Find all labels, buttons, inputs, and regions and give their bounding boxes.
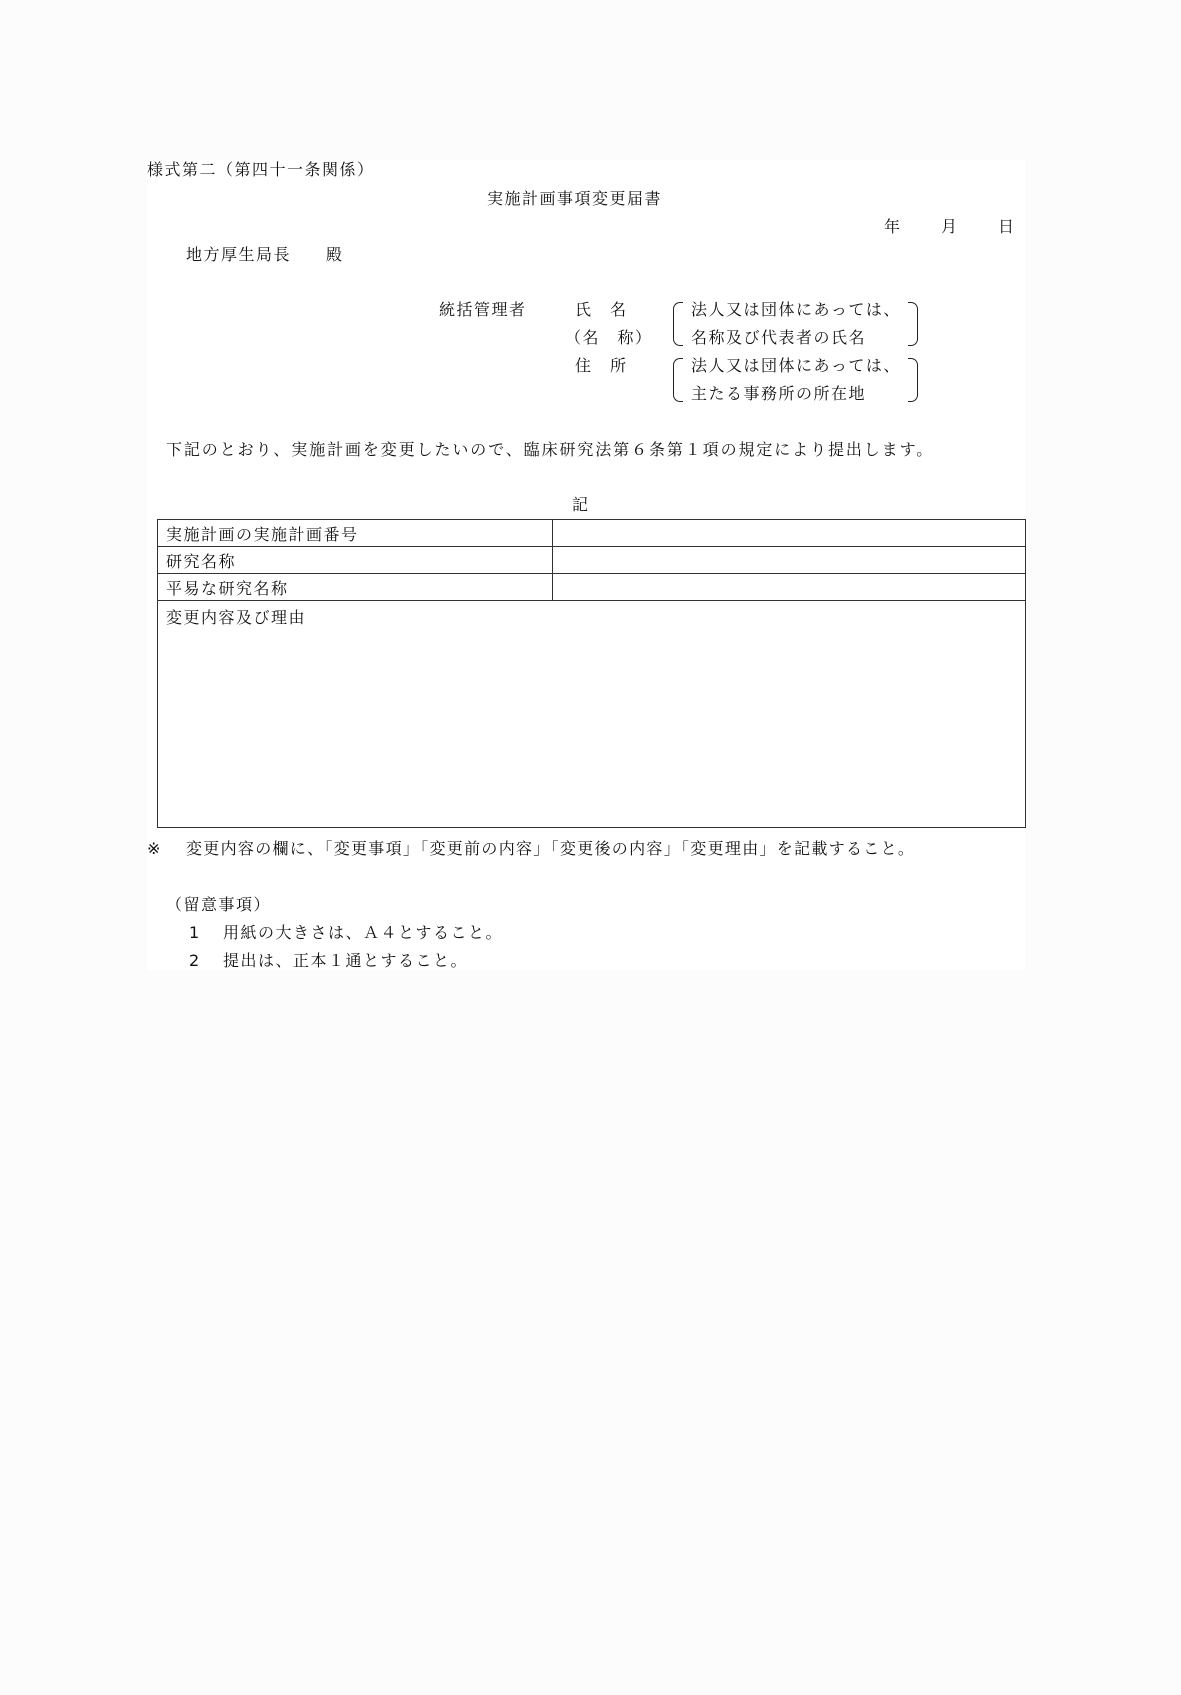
name-note-line-1: 法人又は団体にあっては、 <box>691 300 901 319</box>
name-label: 氏 名 <box>575 300 628 319</box>
row-value[interactable] <box>553 520 1026 547</box>
statement: 下記のとおり、実施計画を変更したいので、臨床研究法第６条第１項の規定により提出します。 <box>166 440 935 459</box>
name-label-alt: （名 称） <box>565 328 653 347</box>
asterisk-note: 変更内容の欄に、「変更事項」「変更前の内容」「変更後の内容」「変更理由」を記載すること。 <box>186 839 916 858</box>
note-text: 提出は、正本１通とすること。 <box>223 951 469 970</box>
name-note-line-2: 名称及び代表者の氏名 <box>691 328 867 347</box>
change-details-label: 変更内容及び理由 <box>166 608 307 627</box>
table-row <box>158 547 1026 574</box>
row-label: 実施計画の実施計画番号 <box>158 520 553 547</box>
table-row <box>158 574 1026 601</box>
change-details-cell[interactable] <box>158 601 1026 828</box>
address-label: 住 所 <box>575 356 628 375</box>
note-number: 1 <box>189 923 201 942</box>
row-value[interactable] <box>553 574 1026 601</box>
table-row <box>158 520 1026 547</box>
left-brace-icon <box>673 302 683 346</box>
address-note-line-1: 法人又は団体にあっては、 <box>691 356 901 375</box>
left-brace-icon <box>673 358 683 402</box>
notes-heading: （留意事項） <box>166 895 272 914</box>
note-number: 2 <box>189 951 201 970</box>
table-row <box>158 601 1026 828</box>
form-number: 様式第二（第四十一条関係） <box>147 160 375 179</box>
addressee: 地方厚生局長 殿 <box>186 245 344 264</box>
row-label: 研究名称 <box>158 547 553 574</box>
right-brace-icon <box>908 302 918 346</box>
row-value[interactable] <box>553 547 1026 574</box>
row-label: 平易な研究名称 <box>158 574 553 601</box>
date-year: 年 <box>884 217 902 236</box>
applicant-role: 統括管理者 <box>439 300 527 319</box>
document-title: 実施計画事項変更届書 <box>487 189 663 208</box>
date-month: 月 <box>941 217 959 236</box>
asterisk-note-mark: ※ <box>147 839 162 858</box>
note-text: 用紙の大きさは、Ａ４とすること。 <box>223 923 504 942</box>
date-day: 日 <box>998 217 1016 236</box>
ki-heading: 記 <box>572 495 590 514</box>
address-note-line-2: 主たる事務所の所在地 <box>691 384 867 403</box>
right-brace-icon <box>908 358 918 402</box>
form-table <box>157 519 1026 828</box>
